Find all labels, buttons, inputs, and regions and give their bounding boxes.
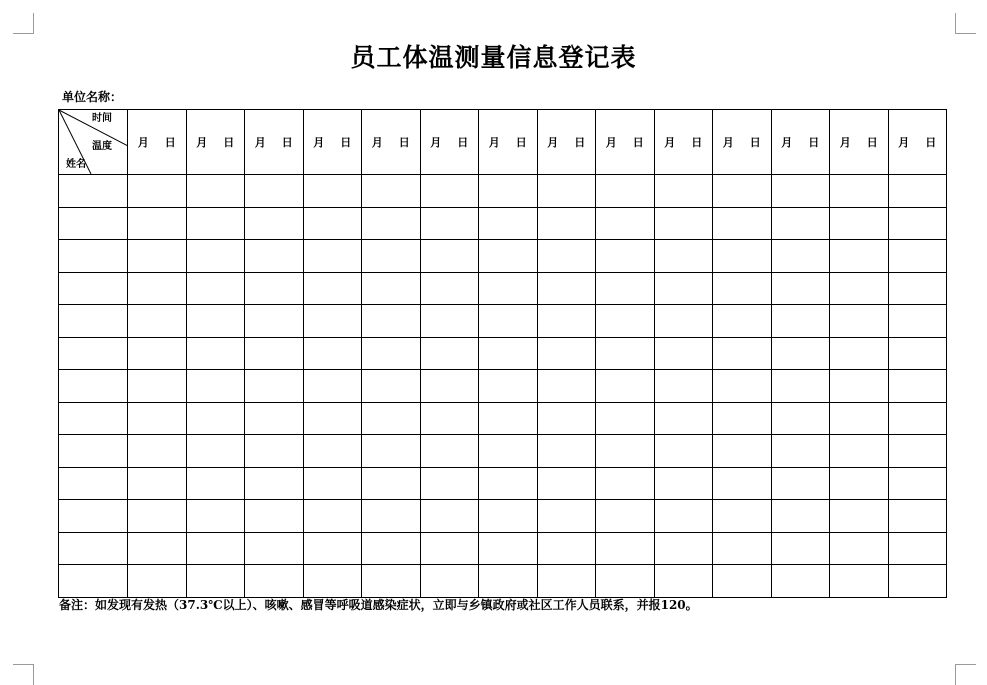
temperature-cell[interactable]	[654, 435, 713, 468]
temperature-cell[interactable]	[303, 467, 362, 500]
temperature-cell[interactable]	[479, 240, 538, 273]
temperature-cell[interactable]	[186, 532, 245, 565]
temperature-cell[interactable]	[713, 207, 772, 240]
temperature-cell[interactable]	[596, 207, 655, 240]
temperature-cell[interactable]	[479, 565, 538, 598]
temperature-cell[interactable]	[537, 305, 596, 338]
temperature-cell[interactable]	[537, 175, 596, 208]
temperature-cell[interactable]	[186, 272, 245, 305]
date-header-cell[interactable]	[128, 110, 187, 175]
day-label: 日	[515, 136, 527, 149]
temperature-cell[interactable]	[713, 500, 772, 533]
day-label: 日	[574, 136, 586, 149]
day-label: 日	[223, 136, 235, 149]
temperature-cell[interactable]	[888, 467, 947, 500]
temperature-cell[interactable]	[128, 500, 187, 533]
temperature-cell[interactable]	[420, 272, 479, 305]
temperature-cell[interactable]	[830, 272, 889, 305]
month-label: 月	[371, 136, 383, 149]
day-label: 日	[691, 136, 703, 149]
temperature-cell[interactable]	[830, 175, 889, 208]
table-row	[59, 532, 947, 565]
table-row	[59, 207, 947, 240]
temperature-cell[interactable]	[186, 467, 245, 500]
temperature-cell[interactable]	[830, 337, 889, 370]
temperature-cell[interactable]	[128, 175, 187, 208]
temperature-cell[interactable]	[479, 370, 538, 403]
page-corner-mark-bottom-right	[955, 664, 976, 685]
temperature-cell[interactable]	[128, 272, 187, 305]
temperature-cell[interactable]	[303, 500, 362, 533]
temperature-cell[interactable]	[479, 337, 538, 370]
temperature-cell[interactable]	[420, 337, 479, 370]
month-label: 月	[547, 136, 559, 149]
temperature-cell[interactable]	[128, 467, 187, 500]
temperature-cell[interactable]	[888, 565, 947, 598]
date-header-cell[interactable]	[713, 110, 772, 175]
temperature-cell[interactable]	[303, 305, 362, 338]
temperature-cell[interactable]	[830, 532, 889, 565]
temperature-cell[interactable]	[303, 532, 362, 565]
temperature-cell[interactable]	[362, 402, 421, 435]
temperature-cell[interactable]	[303, 370, 362, 403]
temperature-cell[interactable]	[362, 500, 421, 533]
temperature-cell[interactable]	[186, 240, 245, 273]
temperature-cell[interactable]	[303, 565, 362, 598]
table-header-row	[59, 110, 947, 175]
temperature-cell[interactable]	[713, 240, 772, 273]
month-label: 月	[196, 136, 208, 149]
date-header-cell[interactable]	[596, 110, 655, 175]
temperature-cell[interactable]	[830, 565, 889, 598]
temperature-cell[interactable]	[186, 565, 245, 598]
temperature-cell[interactable]	[128, 305, 187, 338]
temperature-cell[interactable]	[245, 532, 304, 565]
temperature-cell[interactable]	[771, 337, 830, 370]
month-label: 月	[254, 136, 266, 149]
temperature-cell[interactable]	[654, 532, 713, 565]
temperature-cell[interactable]	[654, 337, 713, 370]
temperature-cell[interactable]	[888, 207, 947, 240]
temperature-cell[interactable]	[245, 467, 304, 500]
day-label: 日	[866, 136, 878, 149]
temperature-cell[interactable]	[362, 532, 421, 565]
temperature-cell[interactable]	[654, 207, 713, 240]
temperature-cell[interactable]	[479, 435, 538, 468]
date-header-cell[interactable]	[479, 110, 538, 175]
temperature-cell[interactable]	[128, 402, 187, 435]
temperature-cell[interactable]	[245, 305, 304, 338]
date-header-cell[interactable]	[888, 110, 947, 175]
temperature-cell[interactable]	[245, 402, 304, 435]
document-title[interactable]: 员工体温测量信息登记表	[350, 43, 637, 72]
temperature-cell[interactable]	[128, 370, 187, 403]
temperature-cell[interactable]	[362, 565, 421, 598]
date-header-cell[interactable]	[771, 110, 830, 175]
temperature-cell[interactable]	[771, 565, 830, 598]
temperature-cell[interactable]	[537, 207, 596, 240]
temperature-cell[interactable]	[654, 370, 713, 403]
temperature-cell[interactable]	[420, 467, 479, 500]
date-header-cell[interactable]	[654, 110, 713, 175]
temperature-cell[interactable]	[479, 207, 538, 240]
temperature-cell[interactable]	[537, 370, 596, 403]
temperature-cell[interactable]	[654, 272, 713, 305]
temperature-cell[interactable]	[713, 305, 772, 338]
temperature-cell[interactable]	[596, 565, 655, 598]
temperature-cell[interactable]	[303, 207, 362, 240]
temperature-cell[interactable]	[888, 337, 947, 370]
temperature-cell[interactable]	[596, 467, 655, 500]
temperature-cell[interactable]	[537, 337, 596, 370]
temperature-cell[interactable]	[245, 175, 304, 208]
temperature-cell[interactable]	[888, 370, 947, 403]
month-label: 月	[781, 136, 793, 149]
temperature-cell[interactable]	[713, 435, 772, 468]
temperature-cell[interactable]	[479, 532, 538, 565]
temperature-cell[interactable]	[245, 500, 304, 533]
temperature-cell[interactable]	[245, 272, 304, 305]
temperature-cell[interactable]	[537, 500, 596, 533]
temperature-cell[interactable]	[713, 337, 772, 370]
temperature-cell[interactable]	[771, 435, 830, 468]
day-label: 日	[340, 136, 352, 149]
temperature-cell[interactable]	[596, 272, 655, 305]
temperature-cell[interactable]	[362, 207, 421, 240]
temperature-cell[interactable]	[186, 370, 245, 403]
table-row	[59, 175, 947, 208]
temperature-cell[interactable]	[420, 207, 479, 240]
temperature-cell[interactable]	[186, 337, 245, 370]
temperature-cell[interactable]	[654, 402, 713, 435]
temperature-cell[interactable]	[771, 207, 830, 240]
temperature-cell[interactable]	[420, 370, 479, 403]
date-header-cell[interactable]	[186, 110, 245, 175]
temperature-cell[interactable]	[830, 370, 889, 403]
temperature-cell[interactable]	[654, 240, 713, 273]
temperature-cell[interactable]	[245, 370, 304, 403]
temperature-cell[interactable]	[128, 207, 187, 240]
page-corner-mark-top-left	[13, 13, 34, 34]
temperature-cell[interactable]	[245, 207, 304, 240]
month-label: 月	[137, 136, 149, 149]
temperature-cell[interactable]	[420, 500, 479, 533]
temperature-cell[interactable]	[537, 402, 596, 435]
temperature-cell[interactable]	[771, 272, 830, 305]
temperature-cell[interactable]	[537, 435, 596, 468]
temperature-cell[interactable]	[245, 337, 304, 370]
temperature-cell[interactable]	[303, 175, 362, 208]
temperature-cell[interactable]	[596, 370, 655, 403]
month-label: 月	[430, 136, 442, 149]
employee-name-cell[interactable]	[59, 435, 128, 468]
temperature-cell[interactable]	[596, 240, 655, 273]
temperature-cell[interactable]	[888, 532, 947, 565]
employee-name-cell[interactable]	[59, 565, 128, 598]
page-corner-mark-top-right	[955, 13, 976, 34]
month-label: 月	[722, 136, 734, 149]
employee-name-cell[interactable]	[59, 175, 128, 208]
table-row	[59, 240, 947, 273]
date-header-cell[interactable]	[245, 110, 304, 175]
day-label: 日	[632, 136, 644, 149]
table-row	[59, 370, 947, 403]
temperature-cell[interactable]	[771, 305, 830, 338]
temperature-cell[interactable]	[245, 435, 304, 468]
temperature-cell[interactable]	[479, 175, 538, 208]
date-header-cell[interactable]	[830, 110, 889, 175]
temperature-cell[interactable]	[830, 240, 889, 273]
temperature-cell[interactable]	[362, 240, 421, 273]
temperature-cell[interactable]	[713, 532, 772, 565]
temperature-cell[interactable]	[771, 370, 830, 403]
temperature-register-table	[58, 109, 947, 598]
temperature-cell[interactable]	[303, 272, 362, 305]
temperature-cell[interactable]	[303, 337, 362, 370]
temperature-cell[interactable]	[596, 402, 655, 435]
table-row	[59, 467, 947, 500]
temperature-cell[interactable]	[537, 467, 596, 500]
temperature-cell[interactable]	[888, 272, 947, 305]
temperature-cell[interactable]	[830, 435, 889, 468]
temperature-cell[interactable]	[303, 435, 362, 468]
header-temperature-label: 温度	[92, 141, 112, 152]
temperature-cell[interactable]	[479, 305, 538, 338]
temperature-cell[interactable]	[420, 175, 479, 208]
temperature-cell[interactable]	[128, 337, 187, 370]
temperature-cell[interactable]	[420, 305, 479, 338]
temperature-cell[interactable]	[654, 175, 713, 208]
page-corner-mark-bottom-left	[13, 664, 34, 685]
temperature-cell[interactable]	[596, 175, 655, 208]
temperature-cell[interactable]	[362, 467, 421, 500]
temperature-cell[interactable]	[420, 565, 479, 598]
temperature-cell[interactable]	[128, 240, 187, 273]
temperature-cell[interactable]	[830, 402, 889, 435]
temperature-cell[interactable]	[303, 240, 362, 273]
temperature-cell[interactable]	[888, 402, 947, 435]
temperature-cell[interactable]	[420, 435, 479, 468]
date-header-cell[interactable]	[420, 110, 479, 175]
temperature-cell[interactable]	[537, 565, 596, 598]
temperature-cell[interactable]	[245, 565, 304, 598]
temperature-cell[interactable]	[186, 402, 245, 435]
table-row	[59, 435, 947, 468]
date-header-cell[interactable]	[303, 110, 362, 175]
temperature-cell[interactable]	[830, 500, 889, 533]
temperature-cell[interactable]	[654, 467, 713, 500]
day-label: 日	[808, 136, 820, 149]
temperature-cell[interactable]	[771, 240, 830, 273]
month-label: 月	[313, 136, 325, 149]
header-name-label: 姓名	[66, 159, 86, 170]
employee-name-cell[interactable]	[59, 500, 128, 533]
temperature-cell[interactable]	[186, 207, 245, 240]
temperature-cell[interactable]	[303, 402, 362, 435]
temperature-cell[interactable]	[537, 532, 596, 565]
month-label: 月	[839, 136, 851, 149]
table-row	[59, 305, 947, 338]
temperature-cell[interactable]	[596, 337, 655, 370]
temperature-cell[interactable]	[420, 240, 479, 273]
temperature-cell[interactable]	[479, 272, 538, 305]
temperature-cell[interactable]	[362, 272, 421, 305]
temperature-cell[interactable]	[186, 305, 245, 338]
temperature-cell[interactable]	[362, 370, 421, 403]
employee-name-cell[interactable]	[59, 272, 128, 305]
temperature-cell[interactable]	[362, 305, 421, 338]
temperature-cell[interactable]	[420, 402, 479, 435]
temperature-cell[interactable]	[713, 565, 772, 598]
temperature-cell[interactable]	[245, 240, 304, 273]
footnote-remark[interactable]: 备注：如发现有发热（37.3℃以上）、咳嗽、感冒等呼吸道感染症状，立即与乡镇政府或社区工作人员联系，并报120。	[59, 598, 698, 612]
day-label: 日	[457, 136, 469, 149]
temperature-cell[interactable]	[362, 175, 421, 208]
temperature-cell[interactable]	[713, 402, 772, 435]
table-row	[59, 500, 947, 533]
diagonal-header-cell[interactable]	[59, 110, 128, 175]
temperature-cell[interactable]	[830, 207, 889, 240]
temperature-cell[interactable]	[888, 305, 947, 338]
temperature-cell[interactable]	[420, 532, 479, 565]
temperature-cell[interactable]	[771, 532, 830, 565]
temperature-cell[interactable]	[128, 435, 187, 468]
temperature-cell[interactable]	[713, 175, 772, 208]
temperature-cell[interactable]	[771, 467, 830, 500]
temperature-cell[interactable]	[596, 532, 655, 565]
month-label: 月	[605, 136, 617, 149]
temperature-cell[interactable]	[362, 435, 421, 468]
table-row	[59, 337, 947, 370]
day-label: 日	[749, 136, 761, 149]
day-label: 日	[281, 136, 293, 149]
temperature-cell[interactable]	[537, 272, 596, 305]
temperature-cell[interactable]	[596, 305, 655, 338]
employee-name-cell[interactable]	[59, 240, 128, 273]
employee-name-cell[interactable]	[59, 207, 128, 240]
temperature-cell[interactable]	[771, 500, 830, 533]
table-row	[59, 565, 947, 598]
temperature-cell[interactable]	[186, 175, 245, 208]
table-row	[59, 402, 947, 435]
temperature-cell[interactable]	[713, 272, 772, 305]
day-label: 日	[925, 136, 937, 149]
day-label: 日	[398, 136, 410, 149]
temperature-cell[interactable]	[830, 467, 889, 500]
temperature-cell[interactable]	[771, 402, 830, 435]
month-label: 月	[898, 136, 910, 149]
temperature-cell[interactable]	[186, 500, 245, 533]
temperature-cell[interactable]	[888, 500, 947, 533]
unit-name-label[interactable]: 单位名称：	[62, 90, 123, 104]
temperature-cell[interactable]	[654, 565, 713, 598]
temperature-cell[interactable]	[596, 500, 655, 533]
temperature-cell[interactable]	[596, 435, 655, 468]
day-label: 日	[164, 136, 176, 149]
temperature-cell[interactable]	[713, 370, 772, 403]
temperature-cell[interactable]	[362, 337, 421, 370]
temperature-cell[interactable]	[186, 435, 245, 468]
employee-name-cell[interactable]	[59, 370, 128, 403]
temperature-cell[interactable]	[654, 305, 713, 338]
temperature-cell[interactable]	[654, 500, 713, 533]
employee-name-cell[interactable]	[59, 532, 128, 565]
month-label: 月	[488, 136, 500, 149]
table-row	[59, 272, 947, 305]
temperature-cell[interactable]	[713, 467, 772, 500]
employee-name-cell[interactable]	[59, 467, 128, 500]
employee-name-cell[interactable]	[59, 337, 128, 370]
temperature-cell[interactable]	[830, 305, 889, 338]
temperature-cell[interactable]	[888, 435, 947, 468]
temperature-cell[interactable]	[771, 175, 830, 208]
temperature-cell[interactable]	[479, 402, 538, 435]
employee-name-cell[interactable]	[59, 402, 128, 435]
month-label: 月	[664, 136, 676, 149]
date-header-cell[interactable]	[537, 110, 596, 175]
temperature-cell[interactable]	[888, 175, 947, 208]
temperature-cell[interactable]	[479, 467, 538, 500]
temperature-cell[interactable]	[888, 240, 947, 273]
date-header-cell[interactable]	[362, 110, 421, 175]
header-time-label: 时间	[92, 113, 112, 124]
temperature-cell[interactable]	[128, 565, 187, 598]
employee-name-cell[interactable]	[59, 305, 128, 338]
temperature-cell[interactable]	[128, 532, 187, 565]
temperature-cell[interactable]	[537, 240, 596, 273]
temperature-cell[interactable]	[479, 500, 538, 533]
